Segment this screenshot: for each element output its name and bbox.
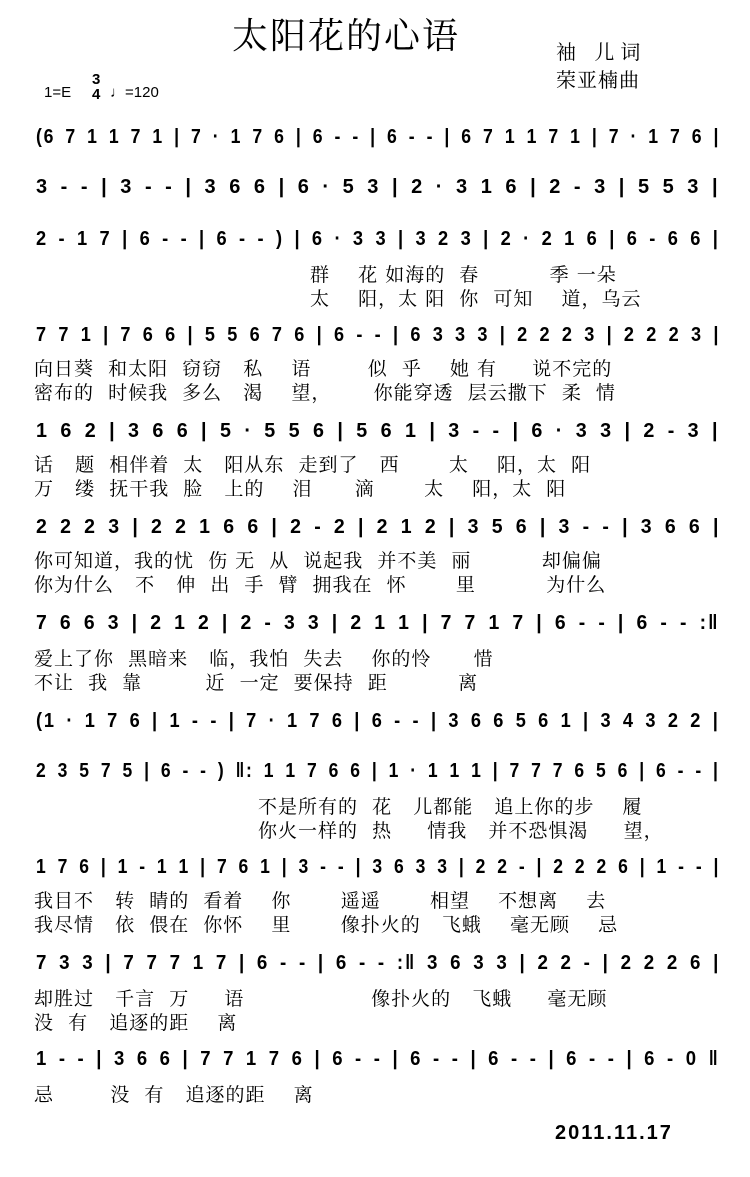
time-bottom: 4 bbox=[92, 86, 101, 103]
lyric-verse-2: 你火一样的 热 情我 并不恐惧渴 望， bbox=[258, 820, 664, 842]
date-stamp: 2011.11.17 bbox=[555, 1122, 673, 1144]
time-top: 3 bbox=[92, 71, 101, 88]
notation-line: (1 · 1 7 6 | 1 - - | 7 · 1 7 6 | 6 - - | 3 6 6 5 6 1 | 3 4 3 2 2 | bbox=[36, 710, 720, 732]
tempo-mark: ♩=120 bbox=[110, 84, 159, 101]
notation-line: 1 - - | 3 6 6 | 7 7 1 7 6 | 6 - - | 6 - - | 6 - - | 6 - - | 6 - 0 ‖ bbox=[36, 1048, 720, 1070]
notation-line: 7 6 6 3 | 2 1 2 | 2 - 3 3 | 2 1 1 | 7 7 1 7 | 6 - - | 6 - - :‖ bbox=[36, 612, 720, 634]
notation-line: 1 7 6 | 1 - 1 1 | 7 6 1 | 3 - - | 3 6 3 3 | 2 2 - | 2 2 2 6 | 1 - - | bbox=[36, 856, 721, 878]
lyric-verse-2: 太 阳，太 阳 你 可知 道，乌云 bbox=[310, 288, 642, 310]
time-signature bbox=[92, 72, 100, 102]
notation-line: 2 - 1 7 | 6 - - | 6 - - ) | 6 · 3 3 | 3 2 3 | 2 · 2 1 6 | 6 - 6 6 | bbox=[36, 228, 720, 250]
lyric-verse-1: 向日葵 和太阳 窃窃 私 语 似 乎 她 有 说不完的 bbox=[34, 358, 613, 380]
score-row bbox=[34, 170, 720, 214]
lyric-verse-1: 却胜过 千言 万 语 像扑火的 飞蛾 毫无顾 bbox=[34, 988, 608, 1010]
lyricist-credit: 袖 儿词 bbox=[556, 40, 647, 64]
notation-line: 3 - - | 3 - - | 3 6 6 | 6 · 5 3 | 2 · 3 1 6 | 2 - 3 | 5 5 3 | bbox=[36, 176, 720, 198]
lyric-verse-1: 群 花 如海的 春 季 一朵 bbox=[310, 264, 617, 286]
lyric-verse-2: 没 有 追逐的距 离 bbox=[34, 1012, 238, 1034]
score-row bbox=[34, 704, 720, 748]
lyric-verse-1: 话 题 相伴着 太 阳从东 走到了 西 太 阳，太 阳 bbox=[34, 454, 592, 476]
lyric-verse-2: 你为什么 不 伸 出 手 臂 拥我在 怀 里 为什么 bbox=[34, 574, 607, 596]
notation-line: 7 3 3 | 7 7 7 1 7 | 6 - - | 6 - - :‖ 3 6 3 3 | 2 2 - | 2 2 2 6 | bbox=[36, 952, 721, 974]
notation-line: 2 3 5 7 5 | 6 - - ) ‖: 1 1 7 6 6 | 1 · 1 1 1 | 7 7 7 6 5 6 | 6 - - | bbox=[36, 760, 720, 782]
lyric-verse-1: 不是所有的 花 儿都能 追上你的步 履 bbox=[258, 796, 643, 818]
key-signature bbox=[44, 72, 204, 112]
lyric-verse-2: 不让 我 靠 近 一定 要保持 距 离 bbox=[34, 672, 479, 694]
lyric-verse-1: 你可知道，我的忧 伤 无 从 说起我 并不美 丽 却偏偏 bbox=[34, 550, 602, 572]
lyric-verse-1: 忌 没 有 追逐的距 离 bbox=[34, 1084, 314, 1106]
notation-line: (6 7 1 1 7 1 | 7 · 1 7 6 | 6 - - | 6 - - | 6 7 1 1 7 1 | 7 · 1 7 6 | bbox=[36, 126, 721, 148]
notation-line: 1 6 2 | 3 6 6 | 5 · 5 5 6 | 5 6 1 | 3 - - | 6 · 3 3 | 2 - 3 | bbox=[36, 420, 720, 442]
lyric-verse-2: 密布的 时候我 多么 渴 望， 你能穿透 层云撒下 柔 情 bbox=[34, 382, 616, 404]
song-title: 太阳花的心语 bbox=[232, 16, 461, 57]
score-row bbox=[34, 120, 720, 164]
lyric-verse-2: 我尽情 依 偎在 你怀 里 像扑火的 飞蛾 毫无顾 忌 bbox=[34, 914, 619, 936]
lyric-verse-2: 万 缕 抚干我 脸 上的 泪 滴 太 阳，太 阳 bbox=[34, 478, 567, 500]
notation-line: 7 7 1 | 7 6 6 | 5 5 6 7 6 | 6 - - | 6 3 3 3 | 2 2 2 3 | 2 2 2 3 | bbox=[36, 324, 721, 346]
lyric-verse-1: 爱上了你 黑暗来 临，我怕 失去 你的怜 惜 bbox=[34, 648, 494, 670]
lyric-verse-1: 我目不 转 睛的 看着 你 遥遥 相望 不想离 去 bbox=[34, 890, 607, 912]
notation-line: 2 2 2 3 | 2 2 1 6 6 | 2 - 2 | 2 1 2 | 3 5 6 | 3 - - | 3 6 6 | bbox=[36, 516, 721, 538]
key-label: 1=E bbox=[44, 84, 72, 101]
composer-credit: 荣亚楠曲 bbox=[556, 68, 640, 92]
